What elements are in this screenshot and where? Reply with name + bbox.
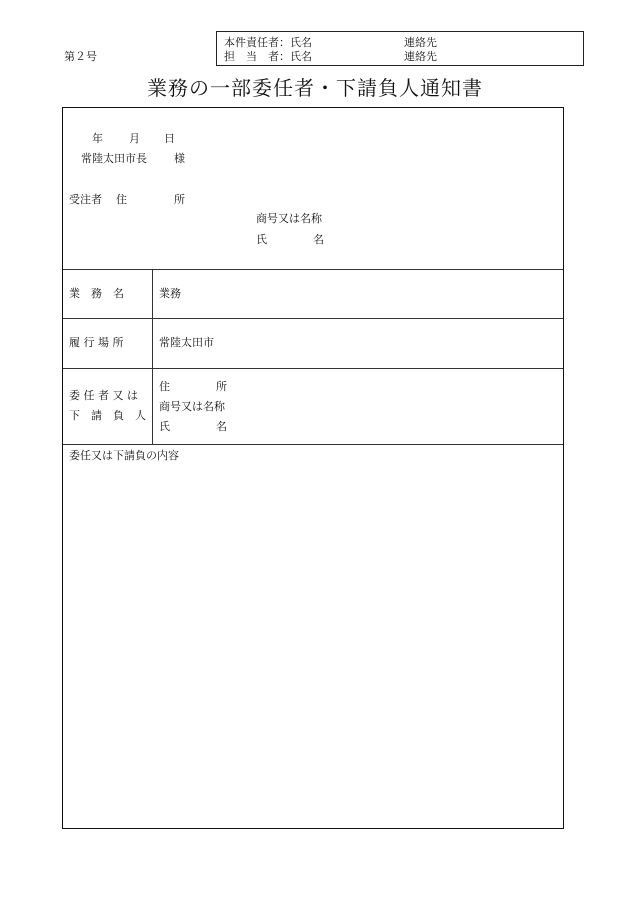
date-month: 月 (129, 132, 140, 145)
work-name-value: 業務 (159, 287, 181, 300)
divider-delegate (63, 444, 563, 445)
date-year: 年 (92, 132, 103, 145)
responsible-contact-label: 連絡先 (404, 36, 437, 49)
contractor-name-label-2: 名 (313, 233, 324, 246)
delegate-name-label-1: 氏 (159, 420, 170, 433)
delegate-name-label-2: 名 (216, 420, 227, 433)
form-number: 第２号 (64, 50, 97, 63)
form-frame (62, 107, 564, 829)
label-column-divider (152, 269, 153, 444)
addressee: 常陸太田市長 (81, 152, 147, 165)
person-label: 担 当 者：氏名 (224, 50, 312, 63)
contractor-label: 受注者 (69, 193, 102, 206)
delegate-label-line2: 下 請 負 人 (69, 409, 146, 422)
contact-box (216, 31, 584, 66)
person-contact-label: 連絡先 (404, 50, 437, 63)
place-value: 常陸太田市 (159, 336, 214, 349)
divider-header (63, 269, 563, 270)
date-day: 日 (164, 132, 175, 145)
document-title: 業務の一部委任者・下請負人通知書 (147, 76, 483, 100)
delegate-label-line1: 委 任 者 又 は (69, 389, 138, 402)
content-label: 委任又は下請負の内容 (69, 449, 179, 462)
contractor-address-label-1: 住 (116, 193, 127, 206)
contractor-address-label-2: 所 (174, 193, 185, 206)
delegate-company-label: 商号又は名称 (159, 400, 225, 413)
delegate-address-label-1: 住 (159, 380, 170, 393)
content-area[interactable] (63, 464, 563, 828)
work-name-label: 業 務 名 (69, 287, 124, 300)
honorific: 様 (174, 152, 185, 165)
contractor-company-label: 商号又は名称 (256, 212, 322, 225)
divider-place (63, 368, 563, 369)
delegate-address-label-2: 所 (216, 380, 227, 393)
divider-work (63, 318, 563, 319)
place-label: 履 行 場 所 (69, 336, 124, 349)
responsible-label: 本件責任者：氏名 (224, 36, 312, 49)
contractor-name-label-1: 氏 (256, 233, 267, 246)
